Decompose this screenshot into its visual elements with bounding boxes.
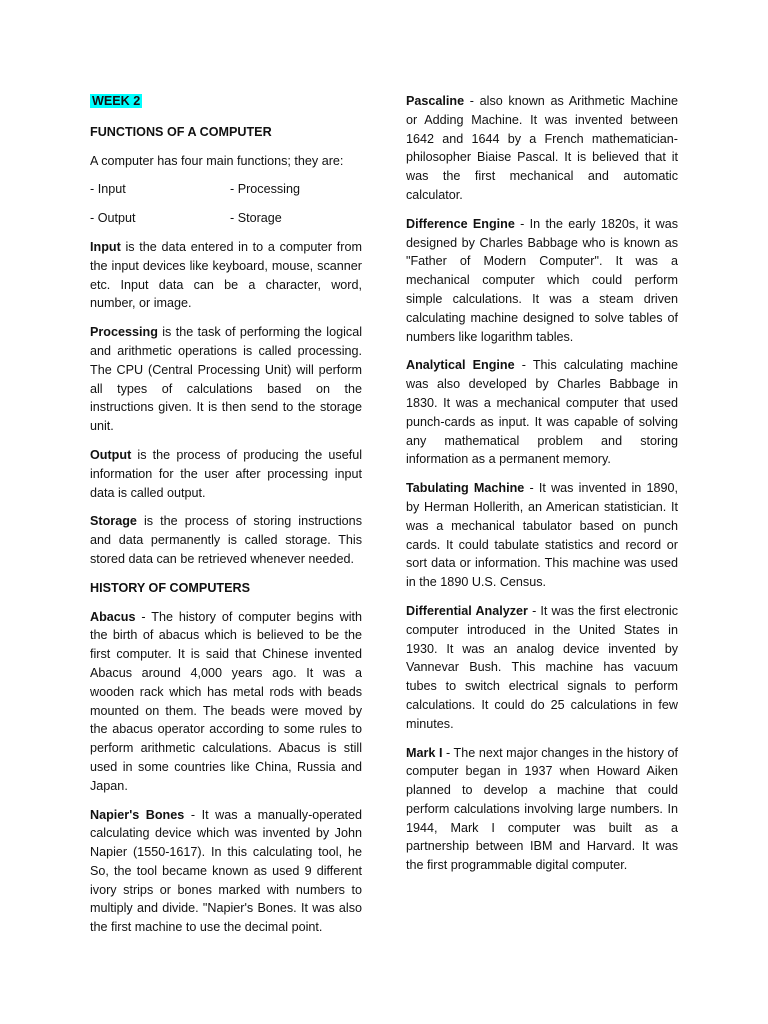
functions-row-1: - Input - Processing: [90, 182, 300, 197]
analytical-engine-paragraph: Analytical Engine - This calculating machine was also developed by Charles Babbage in 1830. It was a mechanical computer that used punch-cards as input. It was capable of solving any mathematical problem and storing information as a permanent memory.: [406, 358, 678, 467]
week-label: WEEK 2: [92, 94, 141, 108]
right-column: [406, 92, 678, 885]
input-paragraph: Input is the data entered in to a computer from the input devices like keyboard, mouse, scanner etc. Input data can be a character, word, number, or image.: [90, 239, 362, 311]
pascaline-paragraph: Pascaline - also known as Arithmetic Machine or Adding Machine. It was invented between 1642 and 1644 by a French mathematician-philosopher Biaise Pascal. It is believed that it was the first mechanical and automatic calculator.: [406, 94, 678, 202]
history-heading: HISTORY OF COMPUTERS: [90, 580, 251, 595]
functions-intro: A computer has four main functions; they are:: [90, 153, 344, 168]
storage-paragraph: Storage is the process of storing instructions and data permanently is called storage. This stored data can be retrieved whenever needed.: [90, 514, 362, 566]
output-paragraph: Output is the process of producing the useful information for the user after processing input data is called output.: [90, 447, 362, 500]
processing-paragraph: Processing is the task of performing the logical and arithmetic operations is called processing. The CPU (Central Processing Unit) will perform all types of calculations based on the instructions given. It is then send to the storage unit.: [90, 325, 362, 434]
functions-row-2: - Output - Storage: [90, 211, 282, 226]
mark-i-paragraph: Mark I - The next major changes in the history of computer began in 1937 when Howard Aiken planned to develop a machine that could perform calculations involving large numbers. In 1944, Mark I computer was built as a partnership between IBM and Harvard. It was the first programmable digital computer.: [406, 745, 678, 873]
tabulating-machine-paragraph: Tabulating Machine - It was invented in 1890, by Herman Hollerith, an American statistician. It was a mechanical tabulator based on punch cards. It could tabulate statistics and record or sort data or information. This machine was used in the 1890 U.S. Census.: [406, 481, 678, 590]
abacus-paragraph: Abacus - The history of computer begins with the birth of abacus which is believed to be the first computer. It is said that Chinese invented Abacus around 4,000 years ago. It was a wooden rack which has metal rods with beads mounted on them. The beads were moved by the abacus operator according to some rules to perform arithmetic calculations. Abacus is still used in some countries like China, Russia and Japan.: [90, 609, 362, 793]
difference-engine-paragraph: Difference Engine - In the early 1820s, it was designed by Charles Babbage who is known as "Father of Modern Computer". It was a mechanical computer which could perform simple calculations. It was a steam driven calculating machine designed to solve tables of numbers like logarithm tables.: [406, 216, 678, 344]
left-column: [90, 92, 362, 947]
functions-heading: FUNCTIONS OF A COMPUTER: [90, 124, 272, 139]
napier-paragraph: Napier's Bones - It was a manually-operated calculating device which was invented by John Napier (1550-1617). In this calculating tool, he So, the tool became known as used 9 different ivory strips or bones marked with numbers to multiply and divide. "Napier's Bones. It was also the first machine to use the decimal point.: [90, 807, 362, 935]
differential-analyzer-paragraph: Differential Analyzer - It was the first electronic computer introduced in the United States in 1930. It was an analog device invented by Vannevar Bush. This machine has vacuum tubes to switch electrical signals to perform calculations. It could do 25 calculations in few minutes.: [406, 603, 678, 731]
